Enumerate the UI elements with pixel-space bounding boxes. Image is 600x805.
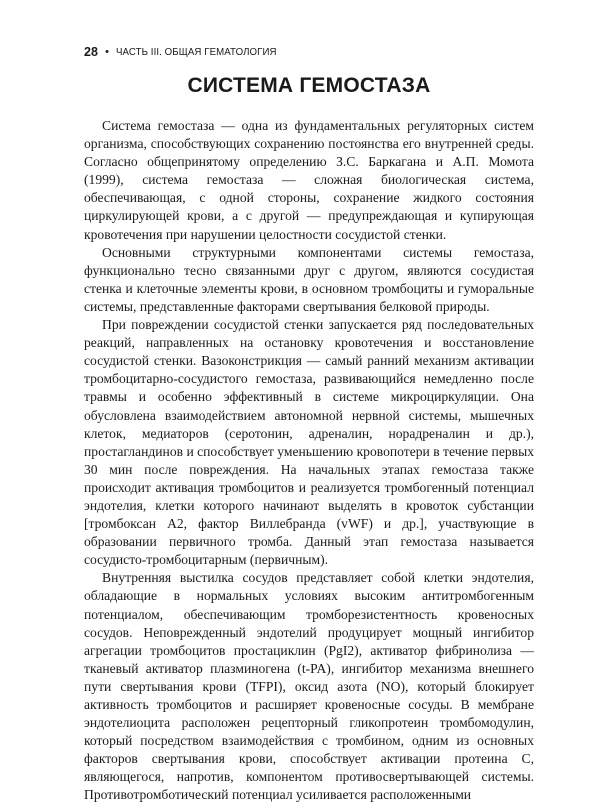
chapter-title: СИСТЕМА ГЕМОСТАЗА	[187, 74, 431, 97]
page-number: 28	[84, 45, 99, 59]
paragraph-4: Внутренняя выстилка сосудов представляет собой клетки эндотелия, обладающие в нормальных условиях высоким антитромбогенным потенциалом, обеспечивающим тромборезистентность кровеносных сосудов. Неповрежденный эндотелий продуцирует мощный ингибитор агрегации тромбоцитов простациклин (PgI2), активатор фибринолиза — тканевый активатор плазминогена (t-PA), ингибитор механизма внешнего пути свертывания крови (TFPI), оксид азота (NO), который блокирует активность тромбоцитов и расширяет кровеносные сосуды. В мембране эндотелиоцита расположен рецепторный гликопротеин тромбомодулин, который посредством взаимодействия с тромбином, одним из основных факторов свертывания крови, способствует активации протеина C, являющегося, напротив, компонентом противосвертывающей системы. Противотромботический потенциал усиливается расположенными	[84, 570, 534, 803]
body-text	[84, 117, 534, 805]
paragraph-2: Основными структурными компонентами системы гемостаза, функционально тесно связанными друг с другом, являются сосудистая стенка и клеточные элементы крови, в основном тромбоциты и гуморальные системы, представленные факторами свертывания белковой природы.	[84, 244, 534, 314]
running-header	[84, 44, 534, 60]
part-title: ЧАСТЬ III. ОБЩАЯ ГЕМАТОЛОГИЯ	[116, 46, 277, 58]
paragraph-3: При повреждении сосудистой стенки запускается ряд последовательных реакций, направленных на остановку кровотечения и восстановление сосудистой стенки. Вазоконстрикция — самый ранний механизм активации тромбоцитарно-сосудистого гемостаза, развивающийся немедленно после травмы и особенно эффективный в системе микроциркуляции. Она обусловлена взаимодействием автономной нервной системы, мышечных клеток, медиаторов (серотонин, адреналин, норадреналин и др.), простагландинов и способствует уменьшению кровопотери в течение первых 30 мин после повреждения. На начальных этапах гемостаза также происходит активация тромбоцитов и реализуется тромбогенный потенциал эндотелия, клетки которого начинают выделять в кровоток субстанции [тромбоксан А2, фактор Виллебранда (vWF) и др.], участвующие в образовании первичного тромба. Данный этап гемостаза называется сосудисто-тромбоцитарным (первичным).	[84, 317, 534, 568]
paragraph-1: Система гемостаза — одна из фундаментальных регуляторных систем организма, способствующих сохранению постоянства его внутренней среды. Согласно общепринятому определению З.С. Баркагана и А.П. Момота (1999), система гемостаза — сложная биологическая система, обеспечивающая, с одной стороны, сохранение жидкого состояния циркулирующей крови, а с другой — предупреждающая и купирующая кровотечения при нарушении целостности сосудистой стенки.	[84, 118, 534, 242]
header-bullet: •	[105, 46, 110, 58]
